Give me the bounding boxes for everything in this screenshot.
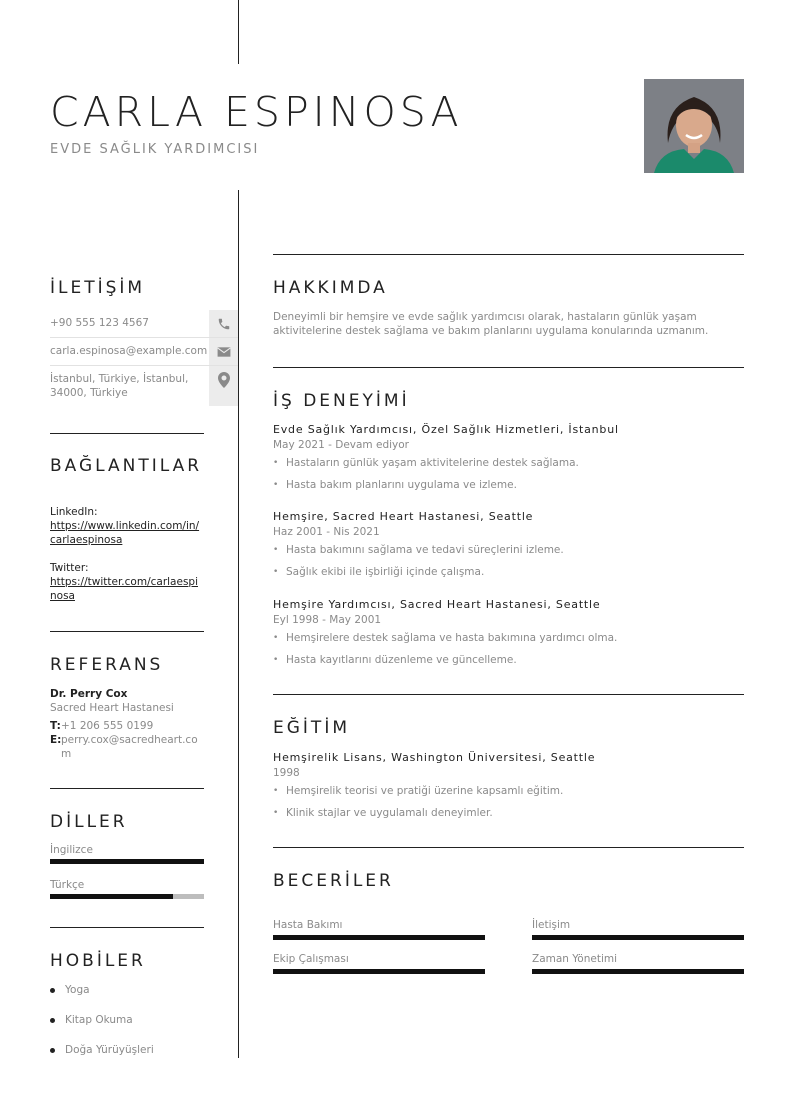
languages-heading: DİLLER bbox=[50, 812, 128, 832]
job-date: Eyl 1998 - May 2001 bbox=[273, 614, 382, 626]
left-divider bbox=[50, 433, 204, 434]
contact-address-row bbox=[50, 366, 238, 406]
right-divider bbox=[273, 694, 744, 695]
skill-name: Zaman Yönetimi bbox=[532, 953, 618, 965]
skill-item bbox=[532, 918, 744, 940]
hobby-item bbox=[50, 983, 204, 997]
job-bullet: • Hemşirelere destek sağlama ve hasta bakımına yardımcı olma. bbox=[273, 631, 744, 645]
link-label-linkedin: LinkedIn: bbox=[50, 506, 98, 518]
job-bullet: • Hasta bakımını sağlama ve tedavi süreçlerini izleme. bbox=[273, 543, 744, 557]
hobby-label: Yoga bbox=[65, 984, 90, 996]
education-bullets bbox=[273, 784, 744, 820]
bullet-icon bbox=[50, 988, 55, 993]
language-level-bar bbox=[50, 894, 204, 899]
language-english bbox=[50, 844, 204, 864]
job-date: May 2021 - Devam ediyor bbox=[273, 439, 409, 451]
hobby-label: Doğa Yürüyüşleri bbox=[65, 1044, 154, 1056]
job-bullet: • Hastaların günlük yaşam aktivitelerine destek sağlama. bbox=[273, 456, 744, 470]
job-bullet: • Hasta bakım planlarını uygulama ve izleme. bbox=[273, 478, 744, 492]
links-heading: BAĞLANTILAR bbox=[50, 456, 203, 476]
reference-email[interactable]: perry.cox@sacredheart.com bbox=[61, 734, 198, 760]
right-divider bbox=[273, 847, 744, 848]
contact-list bbox=[50, 310, 238, 406]
job-bullets bbox=[273, 456, 744, 492]
job-title: Hemşire Yardımcısı, Sacred Heart Hastanesi, Seattle bbox=[273, 598, 601, 611]
left-divider bbox=[50, 788, 204, 789]
education-bullet: • Klinik stajlar ve uygulamalı deneyimler. bbox=[273, 806, 744, 820]
skill-item bbox=[273, 952, 485, 974]
reference-org: Sacred Heart Hastanesi bbox=[50, 702, 174, 714]
about-heading: HAKKIMDA bbox=[273, 278, 388, 298]
reference-name: Dr. Perry Cox bbox=[50, 688, 128, 700]
hobbies-heading: HOBİLER bbox=[50, 951, 146, 971]
skill-level-bar bbox=[532, 935, 744, 940]
contact-phone[interactable]: +90 555 123 4567 bbox=[50, 317, 149, 329]
job-title: Evde Sağlık Yardımcısı, Özel Sağlık Hizmetleri, İstanbul bbox=[273, 423, 619, 436]
job-bullet: • Hasta kayıtlarını düzenleme ve güncelleme. bbox=[273, 653, 744, 667]
portrait-image bbox=[644, 79, 744, 173]
education-heading: EĞİTİM bbox=[273, 718, 350, 738]
column-vertical-rule bbox=[238, 190, 239, 1058]
contact-address: İstanbul, Türkiye, İstanbul, 34000, Türkiye bbox=[50, 373, 189, 399]
job-bullets bbox=[273, 543, 744, 579]
language-name: Türkçe bbox=[50, 879, 85, 891]
profile-photo bbox=[644, 79, 744, 173]
hobby-list bbox=[50, 983, 204, 1057]
candidate-title: EVDE SAĞLIK YARDIMCISI bbox=[50, 142, 260, 157]
language-level-fill bbox=[50, 859, 204, 864]
phone-icon bbox=[209, 310, 238, 337]
language-level-bar bbox=[50, 859, 204, 864]
links-list bbox=[50, 505, 204, 603]
hobby-item bbox=[50, 1043, 204, 1057]
education-title: Hemşirelik Lisans, Washington Üniversitesi, Seattle bbox=[273, 751, 596, 764]
hobby-item bbox=[50, 1013, 204, 1027]
education-entry bbox=[273, 751, 744, 828]
job-entry bbox=[273, 423, 744, 500]
contact-email-row bbox=[50, 338, 238, 366]
candidate-name: CARLA ESPINOSA bbox=[50, 88, 463, 136]
link-linkedin[interactable]: https://www.linkedin.com/in/carlaespinosa bbox=[50, 520, 200, 546]
skill-level-bar bbox=[273, 969, 485, 974]
link-label-twitter: Twitter: bbox=[50, 562, 89, 574]
contact-email[interactable]: carla.espinosa@example.com bbox=[50, 345, 208, 357]
reference-phone-label: T: bbox=[50, 720, 61, 732]
reference-entry bbox=[50, 687, 204, 761]
left-divider bbox=[50, 927, 204, 928]
link-twitter[interactable]: https://twitter.com/carlaespinosa bbox=[50, 576, 198, 602]
language-level-fill bbox=[50, 894, 173, 899]
envelope-icon bbox=[209, 338, 238, 365]
job-bullet: • Sağlık ekibi ile işbirliği içinde çalışma. bbox=[273, 565, 744, 579]
skill-name: İletişim bbox=[532, 919, 571, 931]
skill-level-bar bbox=[532, 969, 744, 974]
about-text: Deneyimli bir hemşire ve evde sağlık yardımcısı olarak, hastaların günlük yaşam aktivitelerine destek sağlama ve bakım planlarını uygulama konularında uzmanım. bbox=[273, 311, 709, 337]
reference-email-label: E: bbox=[50, 734, 62, 746]
skill-name: Hasta Bakımı bbox=[273, 919, 343, 931]
reference-phone[interactable]: +1 206 555 0199 bbox=[61, 720, 154, 732]
language-turkish bbox=[50, 879, 204, 899]
hobby-label: Kitap Okuma bbox=[65, 1014, 133, 1026]
bullet-icon bbox=[50, 1018, 55, 1023]
job-date: Haz 2001 - Nis 2021 bbox=[273, 526, 380, 538]
contact-phone-row bbox=[50, 310, 238, 338]
language-name: İngilizce bbox=[50, 844, 93, 856]
education-date: 1998 bbox=[273, 767, 300, 779]
skills-heading: BECERİLER bbox=[273, 871, 394, 891]
job-entry bbox=[273, 510, 744, 587]
education-bullet: • Hemşirelik teorisi ve pratiği üzerine kapsamlı eğitim. bbox=[273, 784, 744, 798]
contact-heading: İLETİŞİM bbox=[50, 278, 146, 298]
skill-item bbox=[532, 952, 744, 974]
left-divider bbox=[50, 631, 204, 632]
skill-level-bar bbox=[273, 935, 485, 940]
references-heading: REFERANS bbox=[50, 655, 164, 675]
right-divider bbox=[273, 367, 744, 368]
location-pin-icon bbox=[209, 366, 238, 406]
job-title: Hemşire, Sacred Heart Hastanesi, Seattle bbox=[273, 510, 534, 523]
reference-email-row bbox=[50, 733, 204, 761]
reference-phone-row bbox=[50, 719, 204, 733]
right-divider bbox=[273, 254, 744, 255]
bullet-icon bbox=[50, 1048, 55, 1053]
experience-heading: İŞ DENEYİMİ bbox=[273, 391, 410, 411]
job-entry bbox=[273, 598, 744, 675]
skill-name: Ekip Çalışması bbox=[273, 953, 349, 965]
top-vertical-rule bbox=[238, 0, 239, 64]
job-bullets bbox=[273, 631, 744, 667]
skill-item bbox=[273, 918, 485, 940]
